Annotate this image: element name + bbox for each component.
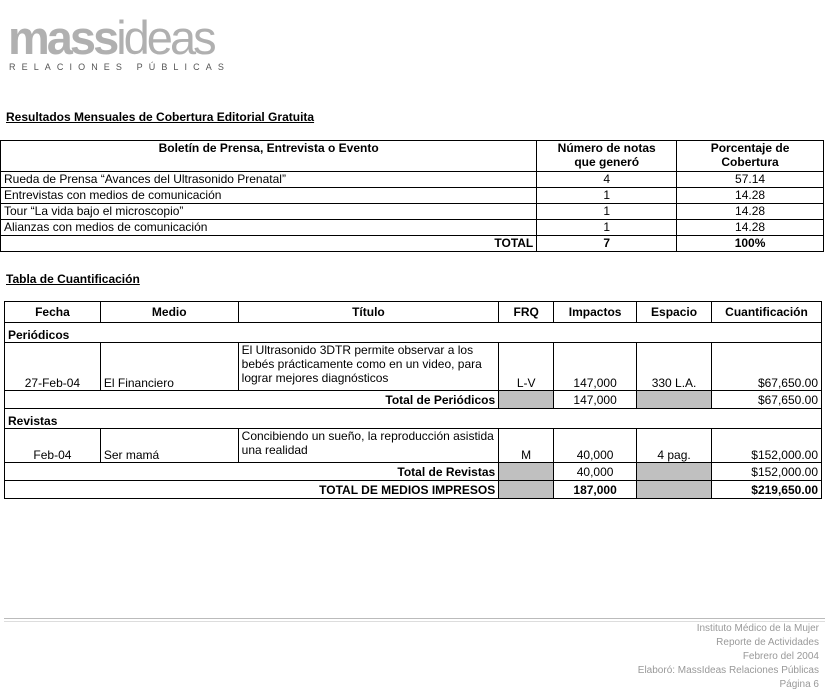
footer-institution: Instituto Médico de la Mujer: [696, 623, 819, 634]
header-fecha: Fecha: [5, 302, 101, 323]
row-notas: 4: [537, 172, 677, 188]
subtotal-revistas-impactos: 40,000: [554, 463, 637, 481]
table-row: [1, 172, 824, 188]
table-row: [5, 343, 822, 391]
logo-brand-bold: mass: [8, 11, 117, 64]
shaded-cell: [499, 463, 554, 481]
group-periodicos-row: [5, 323, 822, 343]
header-numero-notas-line2: que generó: [574, 155, 640, 169]
row-impactos: 147,000: [554, 343, 637, 391]
grand-total-label: TOTAL DE MEDIOS IMPRESOS: [5, 481, 499, 499]
group-periodicos-label: Periódicos: [5, 323, 822, 343]
row-notas: 1: [537, 204, 677, 220]
table-row: [1, 220, 824, 236]
row-frq: L-V: [499, 343, 554, 391]
subtotal-periodicos-cuantificacion: $67,650.00: [712, 391, 822, 409]
group-revistas-label: Revistas: [5, 409, 822, 429]
row-event-name: Tour “La vida bajo el microscopio”: [1, 204, 537, 220]
table-row: [5, 429, 822, 463]
header-frq: FRQ: [499, 302, 554, 323]
header-boletin: Boletín de Prensa, Entrevista o Evento: [1, 141, 537, 172]
row-notas: 1: [537, 220, 677, 236]
table-row: [1, 188, 824, 204]
row-porcentaje: 14.28: [677, 204, 824, 220]
group-revistas-row: [5, 409, 822, 429]
row-porcentaje: 57.14: [677, 172, 824, 188]
header-impactos: Impactos: [554, 302, 637, 323]
shaded-cell: [499, 391, 554, 409]
header-titulo: Título: [238, 302, 499, 323]
subtotal-periodicos-label: Total de Periódicos: [5, 391, 499, 409]
footer-date: Febrero del 2004: [742, 651, 819, 662]
footer-report: Reporte de Actividades: [716, 637, 819, 648]
footer-divider: [4, 618, 825, 619]
subtotal-periodicos-row: [5, 391, 822, 409]
grand-total-impactos: 187,000: [554, 481, 637, 499]
row-event-name: Entrevistas con medios de comunicación: [1, 188, 537, 204]
footer-page-number: Página 6: [779, 679, 819, 690]
grand-total-cuantificacion: $219,650.00: [712, 481, 822, 499]
header-medio: Medio: [100, 302, 238, 323]
logo-tagline: RELACIONES PÚBLICAS: [9, 62, 230, 72]
row-frq: M: [499, 429, 554, 463]
subtotal-periodicos-impactos: 147,000: [554, 391, 637, 409]
header-porcentaje: [677, 141, 824, 172]
row-impactos: 40,000: [554, 429, 637, 463]
row-cuantificacion: $152,000.00: [712, 429, 822, 463]
shaded-cell: [637, 481, 712, 499]
header-numero-notas-line1: Número de notas: [557, 141, 656, 155]
grand-total-row: [5, 481, 822, 499]
footer-author: Elaboró: MassIdeas Relaciones Públicas: [637, 665, 819, 676]
massideas-logo: [8, 11, 230, 72]
shaded-cell: [499, 481, 554, 499]
row-cuantificacion: $67,650.00: [712, 343, 822, 391]
cuantificacion-table: [4, 301, 822, 499]
row-event-name: Rueda de Prensa “Avances del Ultrasonido Prenatal”: [1, 172, 537, 188]
row-event-name: Alianzas con medios de comunicación: [1, 220, 537, 236]
subtotal-revistas-cuantificacion: $152,000.00: [712, 463, 822, 481]
row-medio: El Financiero: [100, 343, 238, 391]
row-espacio: 4 pag.: [637, 429, 712, 463]
row-titulo: Concibiendo un sueño, la reproducción asistida una realidad: [238, 429, 499, 463]
header-porcentaje-line1: Porcentaje de: [710, 141, 790, 155]
row-porcentaje: 14.28: [677, 188, 824, 204]
total-notas: 7: [537, 236, 677, 252]
logo-wordmark: [8, 11, 230, 64]
page-footer: [638, 622, 819, 692]
cuantificacion-title: Tabla de Cuantificación: [6, 272, 140, 286]
logo-brand-light: ideas: [116, 11, 214, 64]
header-porcentaje-line2: Cobertura: [721, 155, 779, 169]
row-medio: Ser mamá: [100, 429, 238, 463]
total-label: TOTAL: [1, 236, 537, 252]
row-espacio: 330 L.A.: [637, 343, 712, 391]
shaded-cell: [637, 391, 712, 409]
cobertura-table: [0, 140, 824, 252]
header-numero-notas: [537, 141, 677, 172]
total-porcentaje: 100%: [677, 236, 824, 252]
header-espacio: Espacio: [637, 302, 712, 323]
row-porcentaje: 14.28: [677, 220, 824, 236]
row-notas: 1: [537, 188, 677, 204]
cobertura-total-row: [1, 236, 824, 252]
cuantificacion-header-row: [5, 302, 822, 323]
table-row: [1, 204, 824, 220]
subtotal-revistas-row: [5, 463, 822, 481]
header-cuantificacion: Cuantificación: [712, 302, 822, 323]
row-titulo: El Ultrasonido 3DTR permite observar a los bebés prácticamente como en un video, para lograr mejores diagnósticos: [238, 343, 499, 391]
subtotal-revistas-label: Total de Revistas: [5, 463, 499, 481]
cobertura-header-row: [1, 141, 824, 172]
cobertura-title: Resultados Mensuales de Cobertura Editorial Gratuita: [6, 110, 315, 124]
shaded-cell: [637, 463, 712, 481]
row-fecha: Feb-04: [5, 429, 101, 463]
row-fecha: 27-Feb-04: [5, 343, 101, 391]
